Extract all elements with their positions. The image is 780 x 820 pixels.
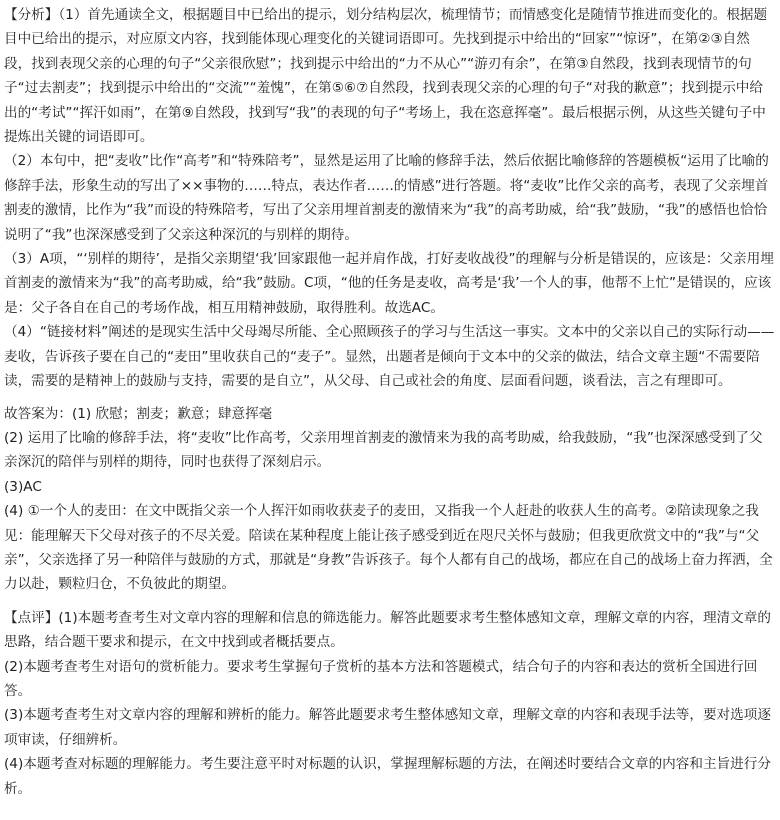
analysis-section xyxy=(4,3,776,394)
answer-section xyxy=(4,402,776,597)
analysis-part-1: 【分析】（1）首先通读全文，根据题目中已给出的提示，划分结构层次，梳理情节；而情感变化是随情节推进而变化的。根据题目中已给出的提示，对应原文内容，找到能体现心理变化的关键词语即可。先找到提示中给出的“回家”“惊讶”，在第②③自然段，找到表现父亲的心理的句子“父亲很欣慰”；找到提示中给出的“力不从心”“游刃有余”，在第③自然段，找到表现情节的句子“过去割麦”；找到提示中给出的“交流”“羞愧”，在第⑤⑥⑦自然段，找到表现父亲的心理的句子“对我的歉意”；找到提示中给出的“考试”“挥汗如雨”，在第⑨自然段，找到写“我”的表现的句子“考场上，我在恣意挥毫”。最后根据示例，从这些关键句子中提炼出关键的词语即可。 xyxy=(4,7,768,146)
answer-part-1: 故答案为：(1) 欣慰；割麦；歉意；肆意挥毫 xyxy=(4,405,273,422)
comment-section xyxy=(4,606,776,801)
comment-part-1: 【点评】(1)本题考查考生对文章内容的理解和信息的筛选能力。解答此题要求考生整体感知文章，理解文章的内容，理清文章的思路，结合题干要求和提示，在文中找到或者概括要点。 xyxy=(4,609,771,651)
comment-part-3: (3)本题考查考生对文章内容的理解和辨析的能力。解答此题要求考生整体感知文章，理解文章的内容和表现手法等，要对选项逐项审读，仔细辨析。 xyxy=(4,707,771,748)
comment-part-4: (4)本题考查对标题的理解能力。考生要注意平时对标题的认识，掌握理解标题的方法，在阐述时要结合文章的内容和主旨进行分析。 xyxy=(4,756,771,797)
analysis-part-2: （2）本句中，把“麦收”比作“高考”和“特殊陪考”，显然是运用了比喻的修辞手法，然后依据比喻修辞的答题模板“运用了比喻的修辞手法，形象生动的写出了××事物的……特点，表达作者……的情感”进行答题。将“麦收”比作父亲的高考，表现了父亲埋首割麦的激情，比作为“我”而设的特殊陪考，写出了父亲用埋首割麦的激情来为“我”的高考助威，给“我”鼓励，“我”的感悟也恰恰说明了“我”也深深感受到了父亲这种深沉的与别样的期待。 xyxy=(4,153,769,243)
answer-part-4: (4) ①一个人的麦田：在文中既指父亲一个人挥汗如雨收获麦子的麦田，又指我一个人赶赴的收获人生的高考。②陪读现象之我见：能理解天下父母对孩子的不尽关爱。陪读在某种程度上能让孩子感受到近在咫尺关怀与鼓励；但我更欣赏文中的“我”与“父亲”，父亲选择了另一种陪伴与鼓励的方式，那就是“身教”告诉孩子。每个人都有自己的战场，都应在自己的战场上奋力挥洒，全力以赴，颗粒归仓，不负彼此的期望。 xyxy=(4,503,773,593)
answer-part-2: (2) 运用了比喻的修辞手法，将“麦收”比作高考，父亲用埋首割麦的激情来为我的高考助威，给我鼓励，“我”也深深感受到了父亲深沉的陪伴与别样的期待，同时也获得了深刻启示。 xyxy=(4,429,763,471)
section-gap xyxy=(4,597,776,606)
comment-part-2: (2)本题考查考生对语句的赏析能力。要求考生掌握句子赏析的基本方法和答题模式，结合句子的内容和表达的赏析全国进行回答。 xyxy=(4,658,758,699)
analysis-part-3: （3）A项，“‘别样的期待’，是指父亲期望‘我’回家跟他一起并肩作战，打好麦收战役”的理解与分析是错误的，应该是：父亲用埋首割麦的激情来为“我”的高考助威，给“我”鼓励。C项，“他的任务是麦收，高考是‘我’一个人的事，他帮不上忙”是错误的，应该是：父子各自在自己的考场作战，相互用精神鼓励，取得胜利。故选AC。 xyxy=(4,251,774,316)
section-gap xyxy=(4,394,776,402)
analysis-part-4: （4）“链接材料”阐述的是现实生活中父母竭尽所能、全心照顾孩子的学习与生活这一事实。文本中的父亲以自己的实际行动——麦收，告诉孩子要在自己的“麦田”里收获自己的“麦子”。显然，出题者是倾向于文本中的父亲的做法，结合文章主题“不需要陪读，需要的是精神上的鼓励与支持，需要的是自立”，从父母、自己或社会的角度、层面看问题，谈看法，言之有理即可。 xyxy=(4,324,775,390)
answer-part-3: (3)AC xyxy=(4,478,42,495)
